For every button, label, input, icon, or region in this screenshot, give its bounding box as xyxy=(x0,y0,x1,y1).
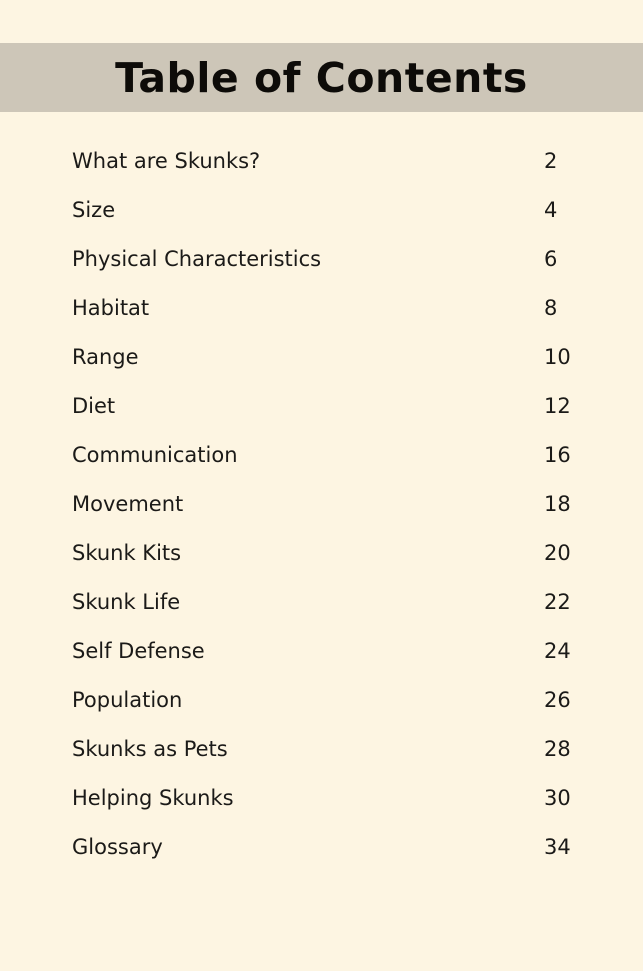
table-of-contents-list xyxy=(72,136,572,871)
toc-entry-page-number: 8 xyxy=(544,295,558,320)
toc-entry xyxy=(72,479,572,528)
toc-entry-page-number: 10 xyxy=(544,344,571,369)
toc-entry-label: Physical Characteristics xyxy=(72,246,322,271)
toc-entry-label: Range xyxy=(72,344,139,369)
page-title: Table of Contents xyxy=(115,54,528,102)
toc-entry xyxy=(72,136,572,185)
toc-entry-page-number: 34 xyxy=(544,834,571,859)
toc-entry-page-number: 4 xyxy=(544,197,558,222)
toc-entry xyxy=(72,332,572,381)
toc-entry xyxy=(72,234,572,283)
toc-entry-label: Glossary xyxy=(72,834,163,859)
toc-entry xyxy=(72,773,572,822)
toc-entry-page-number: 20 xyxy=(544,540,571,565)
toc-entry xyxy=(72,185,572,234)
toc-entry xyxy=(72,822,572,871)
toc-entry-page-number: 30 xyxy=(544,785,571,810)
toc-entry-page-number: 28 xyxy=(544,736,571,761)
toc-entry xyxy=(72,626,572,675)
toc-entry xyxy=(72,724,572,773)
toc-entry-label: Movement xyxy=(72,491,184,516)
toc-entry-label: What are Skunks? xyxy=(72,148,261,173)
toc-entry-page-number: 26 xyxy=(544,687,571,712)
toc-entry xyxy=(72,675,572,724)
toc-entry-page-number: 18 xyxy=(544,491,571,516)
toc-entry-label: Size xyxy=(72,197,116,222)
toc-entry-page-number: 22 xyxy=(544,589,571,614)
toc-entry-label: Diet xyxy=(72,393,116,418)
title-band xyxy=(0,43,643,112)
toc-entry xyxy=(72,430,572,479)
toc-entry-label: Skunks as Pets xyxy=(72,736,228,761)
toc-entry-page-number: 6 xyxy=(544,246,558,271)
toc-entry-page-number: 24 xyxy=(544,638,571,663)
toc-entry xyxy=(72,577,572,626)
toc-entry-page-number: 12 xyxy=(544,393,571,418)
toc-entry-page-number: 2 xyxy=(544,148,558,173)
toc-entry-label: Population xyxy=(72,687,183,712)
toc-entry-label: Skunk Life xyxy=(72,589,181,614)
toc-entry xyxy=(72,528,572,577)
toc-entry xyxy=(72,283,572,332)
toc-entry-label: Habitat xyxy=(72,295,150,320)
toc-entry xyxy=(72,381,572,430)
toc-entry-label: Skunk Kits xyxy=(72,540,182,565)
toc-entry-label: Helping Skunks xyxy=(72,785,234,810)
toc-entry-page-number: 16 xyxy=(544,442,571,467)
toc-entry-label: Self Defense xyxy=(72,638,205,663)
toc-entry-label: Communication xyxy=(72,442,238,467)
